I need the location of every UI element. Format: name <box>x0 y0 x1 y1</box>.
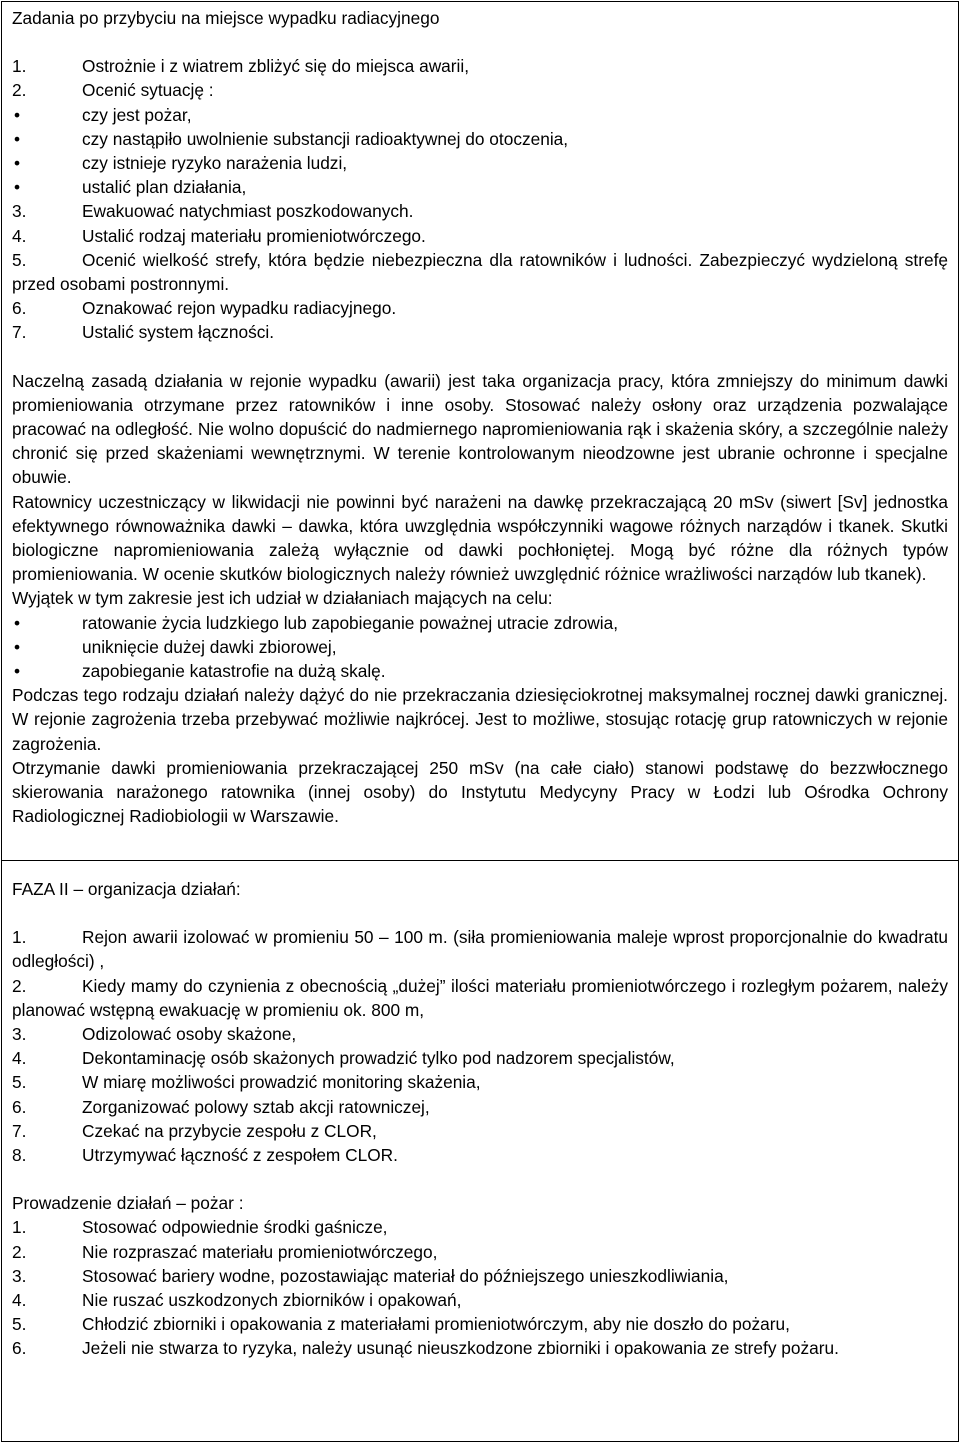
bullet-item: • zapobieganie katastrofie na dużą skalę. <box>12 659 948 683</box>
paragraph: Wyjątek w tym zakresie jest ich udział w działaniach mających na celu: <box>12 588 553 609</box>
list-item: 2. Nie rozpraszać materiału promieniotwórczego, <box>12 1241 438 1262</box>
list-item: 6. Zorganizować polowy sztab akcji ratowniczej, <box>12 1096 430 1117</box>
bullet-item: • czy istnieje ryzyko narażenia ludzi, <box>12 151 948 175</box>
list-item: 2. Ocenić sytuację : <box>12 80 214 101</box>
list-item: 3. Odizolować osoby skażone, <box>12 1024 297 1045</box>
section-title: Prowadzenie działań – pożar : <box>12 1193 244 1214</box>
section-title: FAZA II – organizacja działań: <box>12 879 241 899</box>
list-item: 5. W miarę możliwości prowadzić monitoring skażenia, <box>12 1072 481 1093</box>
paragraph: Podczas tego rodzaju działań należy dążyć do nie przekraczania dziesięciokrotnej maksymalnej rocznej dawki granicznej. W rejonie zagrożenia trzeba przebywać możliwie najkrócej. Jest to możliwe, stosując rotację grup ratowniczych w rejonie zagrożenia. <box>12 685 948 754</box>
list-item: 3. Stosować bariery wodne, pozostawiając materiał do późniejszego unieszkodliwiania, <box>12 1265 729 1286</box>
top-section-frame <box>1 1 959 861</box>
list-item-wrapping: 2. Kiedy mamy do czynienia z obecnością „dużej” ilości materiału promieniotwórczego i rozległym pożarem, należy planować wstępną ewakuację w promieniu ok. 800 m, <box>12 975 948 1020</box>
list-item: 7. Czekać na przybycie zespołu z CLOR, <box>12 1120 377 1141</box>
bullet-item: • uniknięcie dużej dawki zbiorowej, <box>12 635 948 659</box>
bottom-section-frame <box>1 860 959 1442</box>
paragraph: Otrzymanie dawki promieniowania przekraczającej 250 mSv (na całe ciało) stanowi podstawę do bezzwłocznego skierowania narażonego ratownika (innej osoby) do Instytutu Medycyny Pracy w Łodzi lub Ośrodka Ochrony Radiologicznej Radiobiologii w Warszawie. <box>12 757 948 827</box>
bullet-item: • czy jest pożar, <box>12 103 948 127</box>
bullet-icon: • <box>14 177 21 198</box>
bullet-icon: • <box>14 104 21 125</box>
list-item: 8. Utrzymywać łączność z zespołem CLOR. <box>12 1145 398 1166</box>
paragraph: Naczelną zasadą działania w rejonie wypadku (awarii) jest taka organizacja pracy, która zmniejszy do minimum dawki promieniowania otrzymane przez ratowników i inne osoby. Stosować należy osłony oraz urządzenia pozwalające pracować na odległość. Nie wolno dopuścić do nadmiernego napromieniowania rąk i skażenia skóry, a szczególnie należy chronić się przed skażeniami wewnętrznymi. W terenie kontrolowanym nieodzowne jest ubranie ochronne i specjalne obuwie. <box>12 370 948 488</box>
list-item: 4. Ustalić rodzaj materiału promieniotwórczego. <box>12 225 426 246</box>
list-item: 5. Chłodzić zbiorniki i opakowania z materiałami promieniotwórczym, aby nie doszło do pożaru, <box>12 1314 790 1335</box>
bullet-item: • czy nastąpiło uwolnienie substancji radioaktywnej do otoczenia, <box>12 127 948 151</box>
bullet-icon: • <box>14 153 21 174</box>
list-item: 4. Dekontaminację osób skażonych prowadzić tylko pod nadzorem specjalistów, <box>12 1048 675 1069</box>
section-title: Zadania po przybyciu na miejsce wypadku radiacyjnego <box>12 8 440 28</box>
list-item-wrapping: 1. Rejon awarii izolować w promieniu 50 – 100 m. (siła promieniowania maleje wprost proporcjonalnie do kwadratu odległości) , <box>12 927 948 972</box>
bullet-item: • ustalić plan działania, <box>12 175 948 199</box>
list-item: 7. Ustalić system łączności. <box>12 322 275 343</box>
bullet-item: • ratowanie życia ludzkiego lub zapobieganie poważnej utracie zdrowia, <box>12 611 948 635</box>
list-item: 1. Stosować odpowiednie środki gaśnicze, <box>12 1217 388 1238</box>
bullet-icon: • <box>14 612 21 633</box>
paragraph: Ratownicy uczestniczący w likwidacji nie powinni być narażeni na dawkę przekraczającą 20 mSv (siwert [Sv] jednostka efektywnego równoważnika dawki – dawka, która uwzględnia współczynniki wagowe różnych narządów i tkanek. Skutki biologiczne napromieniowania zależą wyłącznie od dawki pochłoniętej. Mogą być różne dla różnych typów promieniowania. W ocenie skutków biologicznych należy również uwzględnić różnice wrażliwości narządów lub tkanek). <box>12 491 948 585</box>
list-item: 3. Ewakuować natychmiast poszkodowanych. <box>12 201 414 222</box>
bullet-icon: • <box>14 636 21 657</box>
list-item-wrapping: 6. Jeżeli nie stwarza to ryzyka, należy usunąć nieuszkodzone zbiorniki i opakowania ze strefy pożaru. <box>12 1338 839 1359</box>
list-item-wrapping: 5. Ocenić wielkość strefy, która będzie niebezpieczna dla ratowników i ludności. Zabezpieczyć wydzieloną strefę przed osobami postronnymi. <box>12 249 948 295</box>
bullet-icon: • <box>14 128 21 149</box>
list-item: 4. Nie ruszać uszkodzonych zbiorników i opakowań, <box>12 1290 462 1311</box>
list-item: 6. Oznakować rejon wypadku radiacyjnego. <box>12 298 397 319</box>
list-item: 1. Ostrożnie i z wiatrem zbliżyć się do miejsca awarii, <box>12 56 470 77</box>
bullet-icon: • <box>14 661 21 682</box>
